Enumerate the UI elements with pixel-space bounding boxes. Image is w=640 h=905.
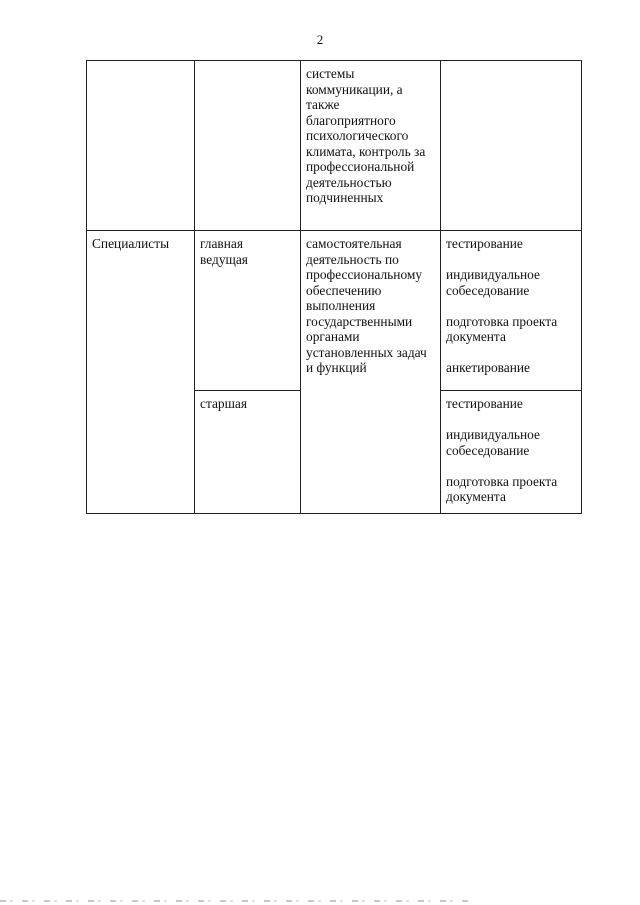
- table-row-continued: [87, 61, 582, 231]
- cell-methods-empty: [441, 61, 582, 231]
- page-number: 2: [316, 32, 324, 47]
- cell-duties-continued: системы коммуникации, а также благоприятного психологического климата, контроль за профессиональной деятельностью подчиненных: [301, 61, 441, 231]
- method-item: индивидуальное собеседование: [446, 427, 540, 458]
- cell-methods-senior: [441, 391, 582, 514]
- method-item: тестирование: [446, 236, 523, 251]
- cell-category-empty: [87, 61, 195, 231]
- method-item: анкетирование: [446, 360, 530, 375]
- table-row-specialists-high: [87, 231, 582, 391]
- methods-list-senior: [446, 396, 577, 505]
- scan-footer-line: [0, 900, 470, 902]
- qualification-table: [86, 60, 582, 514]
- methods-list-high: [446, 236, 577, 376]
- method-item: тестирование: [446, 396, 523, 411]
- cell-category-specialists: Специалисты: [87, 231, 195, 514]
- method-item: подготовка проекта документа: [446, 473, 558, 504]
- method-item: подготовка проекта документа: [446, 313, 558, 344]
- cell-levels-senior: старшая: [195, 391, 301, 514]
- cell-levels-empty: [195, 61, 301, 231]
- cell-levels-high: главная ведущая: [195, 231, 301, 391]
- method-item: индивидуальное собеседование: [446, 267, 540, 298]
- cell-duties-specialists: самостоятельная деятельность по профессиональному обеспечению выполнения государственными органами установленных задач и функций: [301, 231, 441, 514]
- cell-methods-high: [441, 231, 582, 391]
